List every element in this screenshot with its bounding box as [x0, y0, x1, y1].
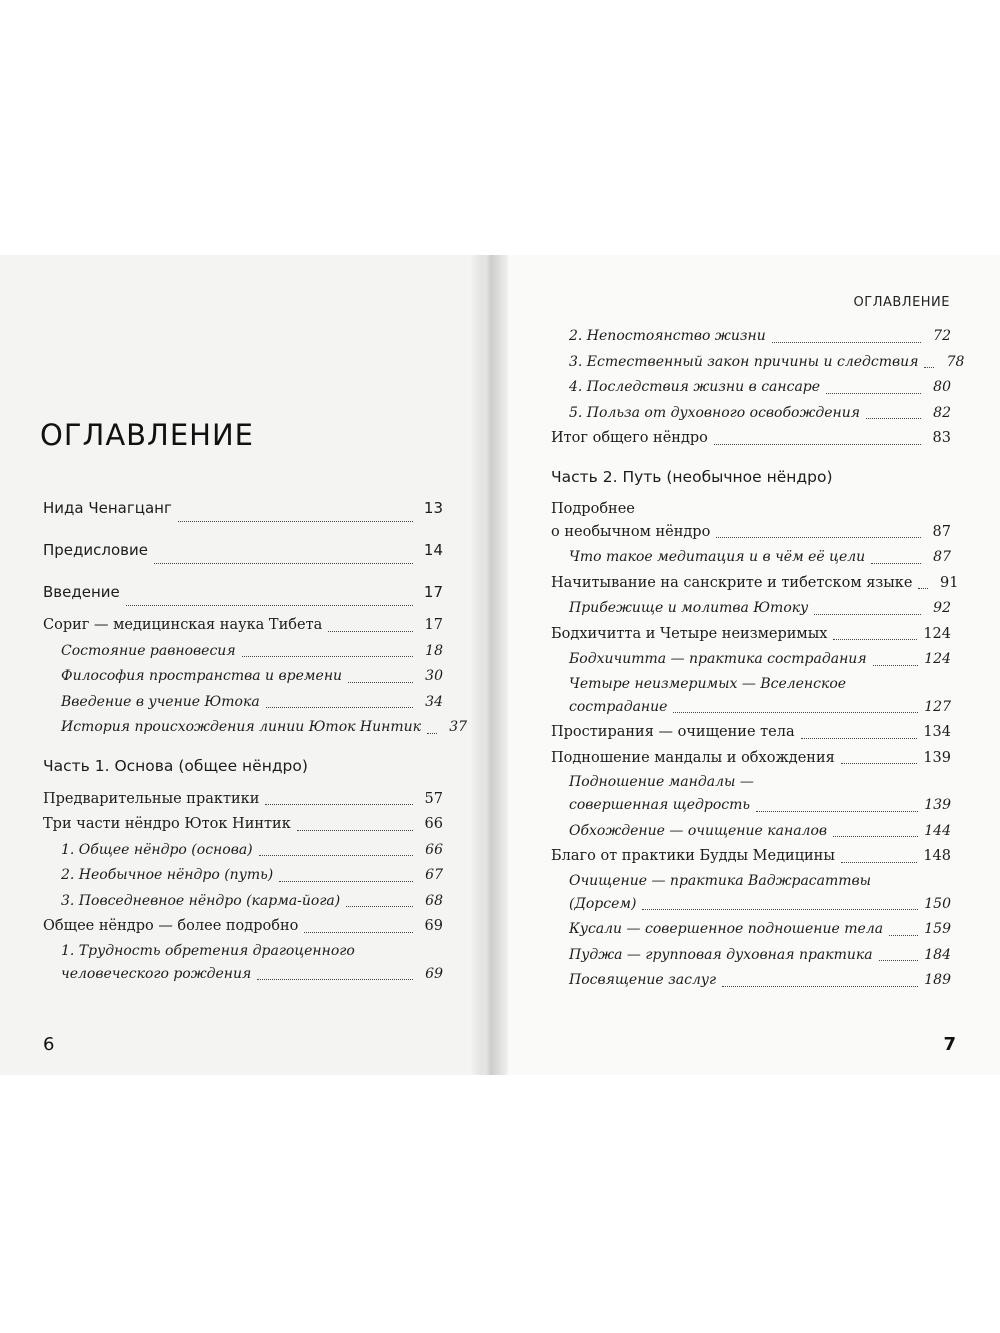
toc-entry: [43, 639, 443, 665]
entry-page: 134: [923, 724, 951, 740]
dot-leader: [826, 393, 921, 394]
entry-label-line-1: 1. Трудность обретения драгоценного: [61, 942, 355, 959]
entry-label: Бодхичитта и Четыре неизмеримых: [551, 625, 828, 642]
entry-page: 13: [423, 499, 443, 517]
entry-label-line-2: совершенная щедрость: [569, 797, 751, 813]
entry-label: Предварительные практики: [43, 790, 260, 807]
entry-page: 37: [449, 719, 468, 735]
toc-entry: [551, 844, 951, 870]
dot-leader: [918, 588, 928, 589]
entry-label: Благо от практики Будды Медицины: [551, 848, 835, 864]
toc-entry: [551, 771, 951, 819]
entry-page: 87: [932, 523, 951, 540]
left-page: [0, 255, 483, 1075]
book-spread: [0, 255, 1000, 1075]
dot-leader: [266, 707, 413, 708]
toc-entry: [551, 870, 951, 918]
dot-leader: [178, 521, 413, 522]
entry-label-line-1: Четыре неизмеримых — Вселенское: [569, 675, 847, 692]
dot-leader: [714, 444, 921, 445]
entry-page: 72: [933, 328, 951, 344]
toc-entry: [551, 498, 951, 546]
dot-leader: [924, 367, 934, 368]
toc-entry: [43, 664, 443, 690]
dot-leader: [673, 712, 918, 713]
entry-label: Подношение мандалы и обхождения: [551, 749, 835, 766]
toc-entry: [551, 350, 965, 376]
toc-entry: [551, 596, 951, 622]
entry-label: Обхождение — очищение каналов: [569, 822, 828, 839]
entry-page: 68: [425, 892, 443, 909]
entry-label: 1. Общее нёндро (основа): [61, 841, 253, 858]
dot-leader: [716, 537, 921, 538]
entry-page: 57: [424, 790, 443, 807]
entry-label: Предисловие: [43, 541, 148, 559]
page-number-left: 6: [43, 1034, 55, 1055]
entry-label-line-2: о необычном нёндро: [551, 523, 711, 540]
dot-leader: [154, 563, 413, 564]
dot-leader: [279, 881, 413, 882]
dot-leader: [814, 614, 921, 615]
entry-page: 82: [933, 404, 951, 421]
part-label: Часть 1. Основа (общее нёндро): [43, 756, 308, 775]
dot-leader: [427, 733, 437, 734]
entry-page: 150: [924, 895, 951, 912]
toc-entry: [43, 812, 443, 838]
dot-leader: [841, 862, 917, 863]
entry-label: Нида Ченагцанг: [43, 499, 172, 517]
entry-page: 69: [425, 965, 443, 982]
toc-entry: [551, 917, 951, 943]
dot-leader: [126, 605, 413, 606]
toc-entry: [551, 647, 951, 673]
dot-leader: [866, 418, 921, 419]
entry-label: Начитывание на санскрите и тибетском языке: [551, 574, 913, 591]
entry-page: 67: [425, 867, 443, 883]
toc-entry: [551, 545, 951, 571]
entry-page: 184: [924, 946, 951, 963]
toc-entry: [551, 720, 951, 746]
entry-page: 189: [924, 972, 951, 988]
dot-leader: [833, 639, 917, 640]
entry-label: Итог общего нёндро: [551, 430, 708, 446]
entry-page: 14: [423, 541, 443, 559]
entry-label: Пуджа — групповая духовная практика: [569, 946, 873, 963]
toc-entry: [43, 571, 443, 613]
entry-page: 127: [924, 698, 951, 715]
entry-label-line-2: (Дорсем): [569, 895, 637, 912]
toc-entry: [43, 914, 443, 940]
toc-entry: [551, 426, 951, 452]
entry-page: 66: [424, 816, 443, 832]
entry-page: 30: [425, 668, 443, 684]
dot-leader: [304, 932, 413, 933]
entry-label: Сориг — медицинская наука Тибета: [43, 617, 323, 633]
toc-part-heading: [43, 753, 443, 779]
toc-entry: [43, 889, 443, 915]
toc-entry: [43, 529, 443, 571]
entry-page: 66: [425, 841, 443, 858]
entry-page: 17: [424, 617, 443, 633]
dot-leader: [328, 631, 413, 632]
toc-entry: [43, 863, 443, 889]
entry-page: 87: [933, 549, 951, 565]
toc-entry: [551, 324, 951, 350]
toc-entry: [43, 613, 443, 639]
entry-label: Бодхичитта — практика сострадания: [569, 651, 867, 667]
entry-label: 3. Повседневное нёндро (карма-йога): [61, 892, 341, 909]
entry-label: Простирания — очищение тела: [551, 724, 795, 740]
toc-entry: [551, 571, 959, 597]
entry-page: 34: [425, 693, 443, 710]
entry-label: Введение: [43, 583, 120, 601]
entry-label: Введение в учение Ютока: [61, 693, 260, 710]
entry-page: 91: [940, 574, 959, 591]
toc-entry: [43, 690, 443, 716]
dot-leader: [257, 979, 413, 980]
dot-leader: [297, 830, 413, 831]
book-gutter-shadow: [470, 255, 508, 1075]
entry-page: 139: [923, 749, 951, 766]
toc-entry: [551, 375, 951, 401]
toc-entry: [551, 943, 951, 969]
entry-label-line-1: Подробнее: [551, 500, 635, 517]
toc-entry: [43, 838, 443, 864]
toc-left-list: [43, 487, 468, 987]
dot-leader: [871, 563, 921, 564]
entry-page: 78: [946, 353, 965, 370]
dot-leader: [833, 836, 918, 837]
entry-label: 2. Необычное нёндро (путь): [61, 867, 274, 883]
dot-leader: [259, 855, 413, 856]
entry-label: 3. Естественный закон причины и следствия: [569, 353, 919, 370]
entry-label-line-1: Подношение мандалы —: [569, 774, 754, 790]
entry-label: Три части нёндро Юток Нинтик: [43, 816, 291, 832]
toc-part-heading: [551, 464, 951, 490]
toc-entry: [551, 401, 951, 427]
toc-entry: [43, 940, 443, 988]
entry-page: 139: [924, 797, 951, 813]
running-head: ОГЛАВЛЕНИЕ: [853, 295, 950, 310]
entry-label: 4. Последствия жизни в сансаре: [569, 379, 821, 395]
entry-label: Кусали — совершенное подношение тела: [569, 921, 884, 937]
entry-page: 83: [932, 430, 951, 446]
entry-label: Философия пространства и времени: [61, 668, 343, 684]
dot-leader: [841, 763, 918, 764]
toc-entry: [551, 622, 951, 648]
dot-leader: [242, 656, 413, 657]
entry-page: 18: [425, 642, 443, 659]
entry-label-line-2: сострадание: [569, 698, 668, 715]
entry-page: 159: [924, 921, 951, 937]
dot-leader: [801, 738, 918, 739]
dot-leader: [642, 909, 918, 910]
toc-entry: [43, 487, 443, 529]
toc-right-list: [551, 324, 965, 994]
entry-page: 92: [933, 600, 951, 616]
dot-leader: [873, 665, 919, 666]
toc-entry: [551, 673, 951, 721]
entry-label: Посвящение заслуг: [569, 972, 717, 988]
toc-entry: [43, 787, 443, 813]
entry-label-line-1: Очищение — практика Ваджрасаттвы: [569, 872, 872, 889]
page-number-right: 7: [943, 1034, 956, 1055]
entry-page: 17: [423, 583, 443, 601]
toc-entry: [551, 968, 951, 994]
entry-page: 124: [923, 625, 951, 642]
entry-page: 69: [424, 918, 443, 934]
dot-leader: [756, 811, 918, 812]
entry-label: 5. Польза от духовного освобождения: [569, 404, 861, 421]
entry-label: Общее нёндро — более подробно: [43, 918, 299, 934]
dot-leader: [346, 906, 413, 907]
dot-leader: [879, 960, 919, 961]
toc-entry: [551, 819, 951, 845]
entry-label: Состояние равновесия: [61, 642, 236, 659]
entry-label: Прибежище и молитва Ютоку: [569, 600, 809, 616]
entry-label: 2. Непостоянство жизни: [569, 328, 766, 344]
entry-page: 124: [924, 651, 951, 667]
dot-leader: [889, 935, 918, 936]
entry-label: История происхождения линии Юток Нинтик: [61, 719, 422, 735]
dot-leader: [265, 804, 413, 805]
toc-title: ОГЛАВЛЕНИЕ: [40, 418, 255, 452]
part-label: Часть 2. Путь (необычное нёндро): [551, 467, 833, 486]
entry-label: Что такое медитация и в чём её цели: [569, 549, 866, 565]
entry-page: 80: [933, 379, 951, 395]
toc-entry: [43, 715, 468, 741]
dot-leader: [772, 342, 921, 343]
toc-entry: [551, 746, 951, 772]
entry-page: 144: [924, 822, 951, 839]
dot-leader: [722, 986, 918, 987]
entry-label-line-2: человеческого рождения: [61, 965, 252, 982]
dot-leader: [348, 682, 413, 683]
entry-page: 148: [923, 848, 951, 864]
